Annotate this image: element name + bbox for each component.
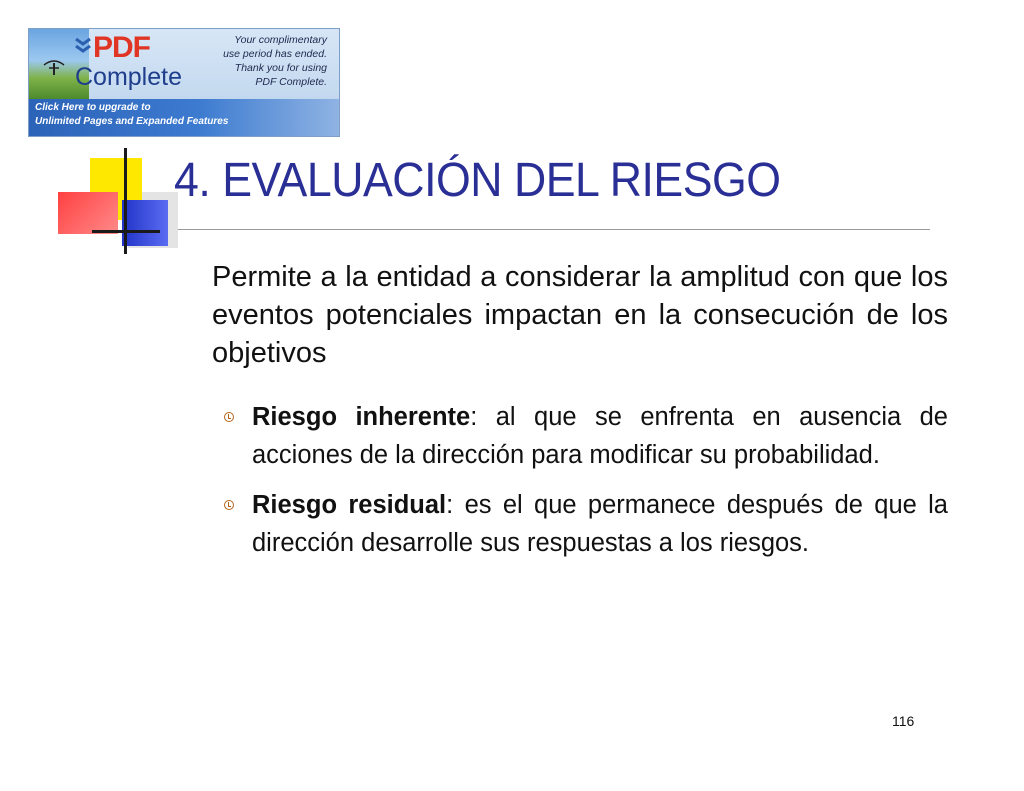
clock-bullet-icon [224,412,234,422]
upgrade-link-line: Click Here to upgrade to [35,102,151,113]
banner-note [177,33,327,89]
bullet-text [252,398,948,474]
page-number: 116 [892,713,915,729]
banner-note-line: Your complimentary [234,34,327,46]
bullet-item [222,486,948,562]
decor-red-square [58,192,118,234]
pdf-complete-banner[interactable] [28,28,340,137]
decor-horizontal-line [92,230,160,233]
bullet-text [252,486,948,562]
bullet-description: es el que permanece después de que la dirección desarrolle sus respuestas a los riesgos. [252,491,948,557]
bullet-term: Riesgo inherente [252,403,471,431]
slide-title: 4. EVALUACIÓN DEL RIESGO [174,154,781,207]
title-divider [178,229,930,230]
logo-pdf-text: PDF [93,31,150,64]
banner-note-line: PDF Complete. [255,76,327,88]
pdf-logo-chevrons-icon [73,35,93,59]
bullet-item [222,398,948,474]
bullet-term: Riesgo residual [252,491,447,519]
decor-vertical-line [124,148,127,254]
upgrade-link[interactable] [29,99,339,137]
bullet-list [222,398,948,574]
bullet-separator: : [470,403,478,431]
intro-paragraph: Permite a la entidad a considerar la amplitud con que los eventos potenciales impactan en la consecución de los objetivos [212,261,948,369]
bullet-separator: : [446,491,454,519]
banner-note-line: use period has ended. [223,48,327,60]
banner-note-line: Thank you for using [234,62,327,74]
parachute-person-icon [43,59,65,77]
decor-blue-square [122,200,168,246]
logo-complete-text: Complete [75,63,182,91]
bullet-description: al que se enfrenta en ausencia de acciones de la dirección para modificar su probabilidad. [252,403,948,469]
upgrade-link-line: Unlimited Pages and Expanded Features [35,116,229,127]
clock-bullet-icon [224,500,234,510]
